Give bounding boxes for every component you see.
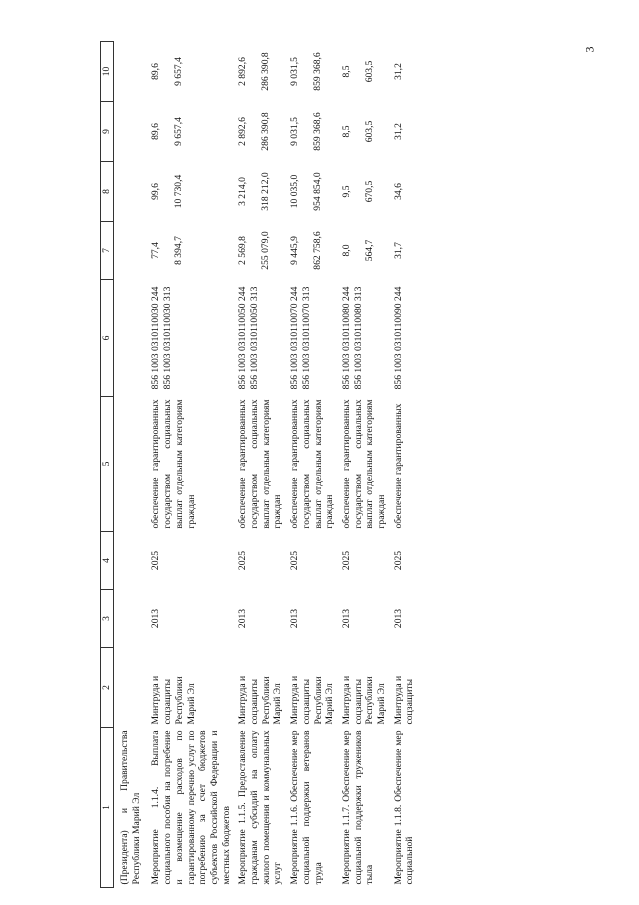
value-col-7: 2 569,8 — [237, 236, 249, 265]
budget-code-cell — [146, 280, 233, 397]
column-header-6: 6 — [101, 280, 114, 397]
value-col-8-cell — [389, 162, 417, 222]
column-header-10: 10 — [101, 42, 114, 102]
end-year: 2025 — [340, 550, 352, 571]
budget-code: 856 1003 0310110050 244 — [237, 286, 249, 390]
table-body — [114, 42, 418, 888]
value-col-8: 9,5 — [340, 185, 352, 198]
value-col-10: 9 657,4 — [173, 57, 185, 86]
value-col-9: 286 390,8 — [260, 112, 272, 151]
value-col-9: 8,5 — [340, 125, 352, 138]
executor: Минтруда и соцзащиты — [392, 675, 416, 725]
budget-code: 856 1003 0310110030 244 — [150, 286, 162, 390]
value-col-9: 9 031,5 — [289, 117, 301, 146]
measure-name: Мероприятие 1.1.5. Предоставление гражданам субсидий на оплату жилого помещения и коммунальных услуг — [237, 730, 284, 885]
start-year: 2013 — [237, 608, 249, 629]
value-col-8: 99,6 — [150, 183, 162, 200]
value-col-9-cell — [233, 102, 285, 162]
end-year: 2025 — [392, 550, 404, 571]
value-col-9: 9 657,4 — [173, 117, 185, 146]
column-header-2: 2 — [101, 648, 114, 728]
budget-code: 856 1003 0310110080 313 — [352, 286, 364, 390]
value-col-10-cell — [337, 42, 389, 102]
table-row — [337, 42, 389, 888]
start-year: 2013 — [150, 608, 162, 629]
value-col-10: 9 031,5 — [289, 57, 301, 86]
budget-code-cell — [337, 280, 389, 397]
value-col-10: 31,2 — [392, 63, 404, 80]
value-col-8: 3 214,0 — [237, 177, 249, 206]
value-col-9: 603,5 — [363, 120, 375, 143]
start-year: 2013 — [340, 608, 352, 629]
value-col-7-cell — [285, 222, 337, 280]
value-col-7: 255 079,0 — [260, 231, 272, 270]
table-row — [389, 42, 417, 888]
column-header-7: 7 — [101, 222, 114, 280]
table-row — [146, 42, 233, 888]
value-col-10: 89,6 — [150, 63, 162, 80]
value-col-8: 10 730,4 — [173, 174, 185, 209]
budget-code-cell — [233, 280, 285, 397]
value-col-9-cell — [389, 102, 417, 162]
executor: Минтруда и соцзащиты Республики Марий Эл — [289, 675, 336, 725]
value-col-10-cell — [285, 42, 337, 102]
table-header — [101, 42, 114, 888]
value-col-8: 318 212,0 — [260, 172, 272, 211]
value-col-8: 10 035,0 — [289, 174, 301, 209]
value-col-7-cell — [233, 222, 285, 280]
value-col-10: 603,5 — [363, 60, 375, 83]
value-col-9-cell — [285, 102, 337, 162]
measure-name: Мероприятие 1.1.6. Обеспечение мер социальной поддержки ветеранов труда — [289, 730, 324, 885]
budget-code: 856 1003 0310110080 244 — [340, 286, 352, 390]
end-year: 2025 — [289, 550, 301, 571]
end-year: 2025 — [237, 550, 249, 571]
value-col-7-cell — [146, 222, 233, 280]
value-col-7: 9 445,9 — [289, 236, 301, 265]
budget-code: 856 1003 0310110030 313 — [162, 286, 174, 390]
column-header-4: 4 — [101, 532, 114, 590]
rotated-page-content — [100, 42, 606, 888]
end-year: 2025 — [150, 550, 162, 571]
value-col-9: 89,6 — [150, 123, 162, 140]
table-row — [233, 42, 285, 888]
page-number: 3 — [582, 46, 597, 53]
column-header-3: 3 — [101, 590, 114, 648]
preface-text: (Президента) и Правительства Республики Марий Эл — [119, 730, 142, 885]
budget-code: 856 1003 0310110050 313 — [249, 286, 261, 390]
executor: Минтруда и соцзащиты Республики Марий Эл — [340, 675, 388, 725]
column-header-9: 9 — [101, 102, 114, 162]
executor: Минтруда и соцзащиты Республики Марий Эл — [150, 675, 197, 725]
value-col-10: 8,5 — [340, 65, 352, 78]
start-year: 2013 — [289, 608, 301, 629]
value-col-10-cell — [233, 42, 285, 102]
value-col-9: 859 368,6 — [311, 112, 323, 151]
value-col-8: 670,5 — [363, 180, 375, 203]
column-header-5: 5 — [101, 397, 114, 532]
value-col-10-cell — [389, 42, 417, 102]
table-row — [285, 42, 337, 888]
value-col-8-cell — [337, 162, 389, 222]
value-col-7: 8 394,7 — [173, 236, 185, 265]
value-col-7: 862 758,6 — [311, 231, 323, 270]
executor: Минтруда и соцзащиты Республики Марий Эл — [237, 675, 284, 725]
value-col-8-cell — [285, 162, 337, 222]
column-header-8: 8 — [101, 162, 114, 222]
table-row-preface — [114, 42, 147, 888]
value-col-9: 2 892,6 — [237, 117, 249, 146]
value-col-7-cell — [389, 222, 417, 280]
expected-result: обеспечение гарантированных государством социальных выплат отдельным категориям граждан — [150, 399, 197, 529]
value-col-10: 2 892,6 — [237, 57, 249, 86]
value-col-9-cell — [146, 102, 233, 162]
value-col-7-cell — [337, 222, 389, 280]
budget-table — [100, 41, 417, 888]
budget-code: 856 1003 0310110070 313 — [300, 286, 312, 390]
column-header-1: 1 — [101, 728, 114, 888]
value-col-7: 8,0 — [340, 244, 352, 257]
expected-result: обеспечение гарантированных государством социальных выплат отдельным категориям граждан — [237, 399, 284, 529]
value-col-10-cell — [146, 42, 233, 102]
expected-result: обеспечение гарантированных государством социальных выплат отдельным категориям граждан — [289, 399, 336, 529]
value-col-9-cell — [337, 102, 389, 162]
budget-code-cell — [285, 280, 337, 397]
measure-name: Мероприятие 1.1.7. Обеспечение мер социальной поддержки тружеников тыла — [340, 730, 376, 885]
value-col-9: 31,2 — [392, 123, 404, 140]
expected-result: обеспечение гарантированных государством социальных выплат отдельным категориям граждан — [340, 399, 388, 529]
value-col-8: 34,6 — [392, 183, 404, 200]
budget-code: 856 1003 0310110070 244 — [289, 286, 301, 390]
measure-name: Мероприятие 1.1.4. Выплата социального пособия на погребение и возмещение расходов по гарантированному перечню услуг по погребению за счет бюджетов субъектов Российской Федерации и местных бюджетов — [150, 730, 232, 885]
value-col-8: 954 854,0 — [311, 172, 323, 211]
start-year: 2013 — [392, 608, 404, 629]
budget-code-cell — [389, 280, 417, 397]
value-col-7: 77,4 — [150, 242, 162, 259]
value-col-8-cell — [233, 162, 285, 222]
budget-code: 856 1003 0310110090 244 — [392, 286, 404, 390]
measure-name: Мероприятие 1.1.8. Обеспечение мер социальной — [392, 730, 416, 885]
expected-result: обеспечение гарантированных — [392, 403, 404, 529]
value-col-10: 859 368,6 — [311, 52, 323, 91]
value-col-7: 564,7 — [363, 239, 375, 262]
value-col-8-cell — [146, 162, 233, 222]
value-col-10: 286 390,8 — [260, 52, 272, 91]
value-col-7: 31,7 — [392, 242, 404, 259]
